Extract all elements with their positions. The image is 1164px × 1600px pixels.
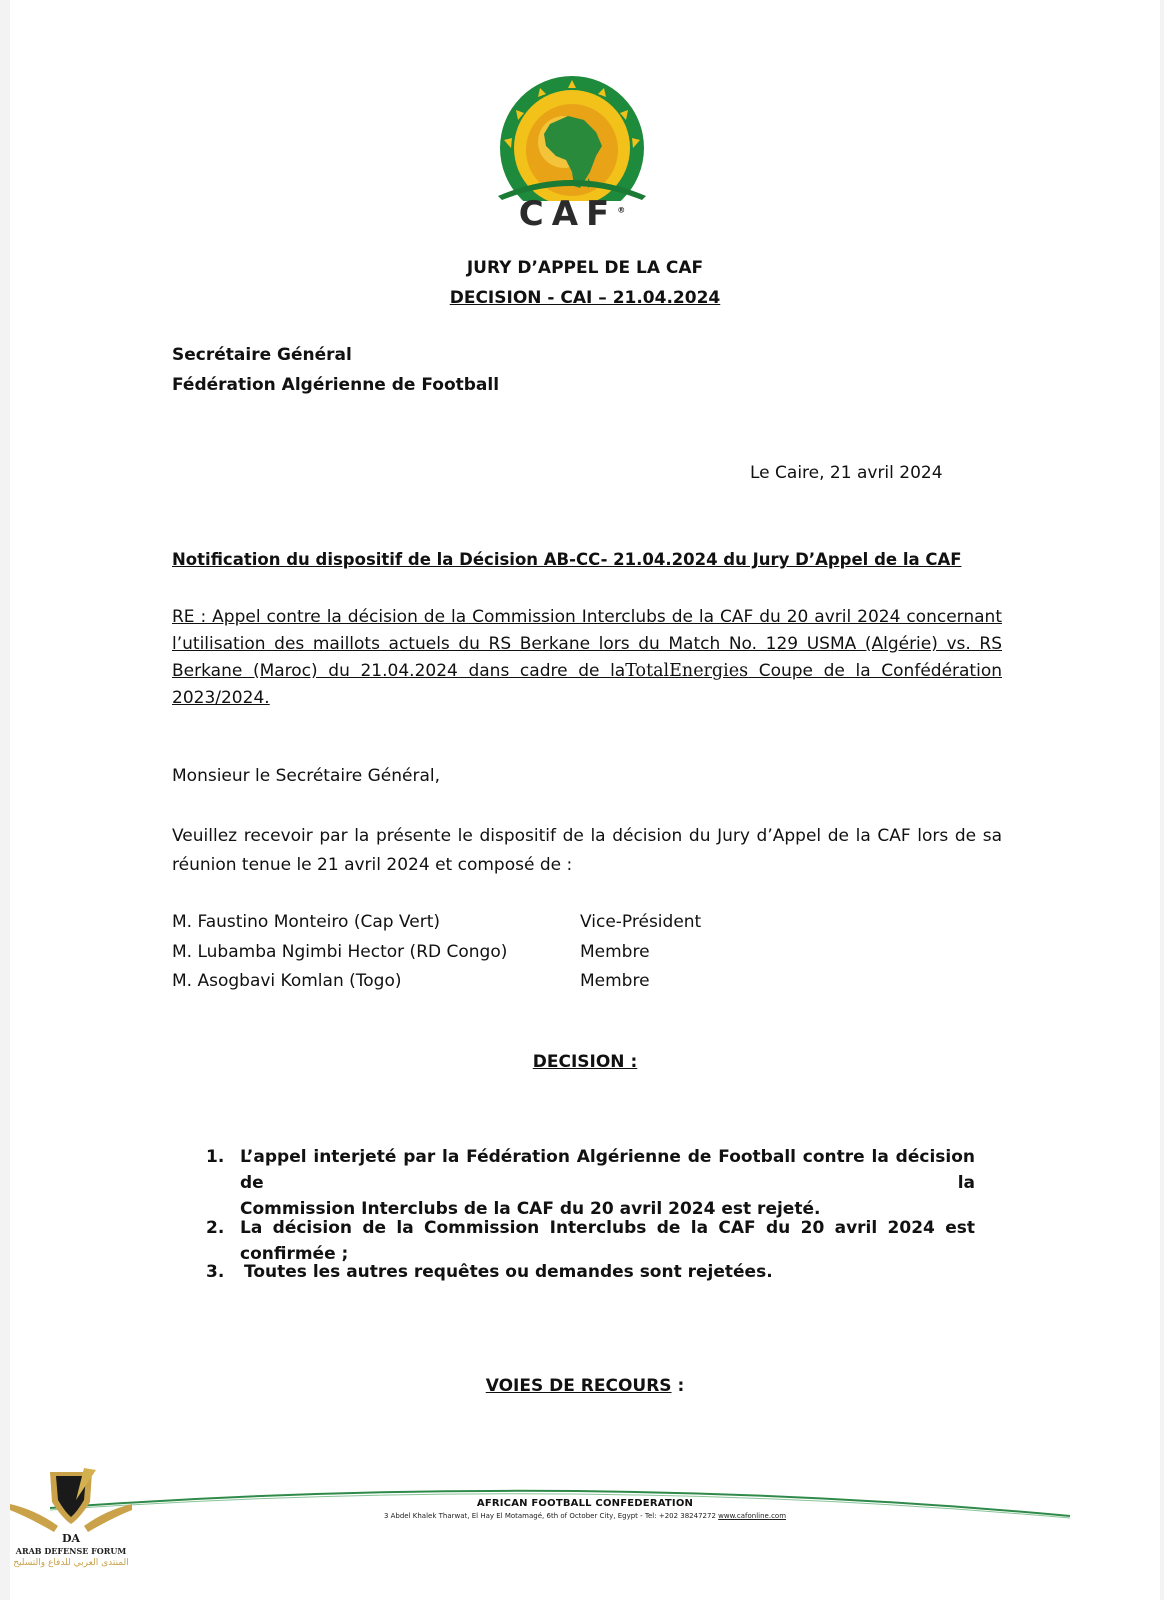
member-role: Vice-Président [580,912,702,932]
watermark-name: ARAB DEFENSE FORUM [15,1546,127,1556]
decision-item: Toutes les autres requêtes ou demandes sont rejetées. [244,1262,773,1282]
footer-address: 3 Abdel Khalek Tharwat, El Hay El Motamagé, 6th of October City, Egypt - Tel: +202 38247272 www.cafonline.com [383,1512,787,1520]
decision-number: 1. [206,1147,225,1167]
date-line: Le Caire, 21 avril 2024 [750,463,943,483]
member-name: M. Faustino Monteiro (Cap Vert) [172,912,440,932]
watermark-arabic: المنتدى العربي للدفاع والتسليح [13,1558,129,1568]
shield-emblem-icon [6,1466,136,1546]
member-role: Membre [580,971,650,991]
svg-text:DA: DA [61,1532,81,1545]
re-line: Berkane (Maroc) du 21.04.2024 dans cadre de laTotalEnergies Coupe de la Confédération [172,661,1002,681]
notification-title: Notification du dispositif de la Décision AB-CC- 21.04.2024 du Jury D’Appel de la CAF [172,550,962,569]
sponsor-name: TotalEnergies [625,661,749,681]
recours-heading: VOIES DE RECOURS : [485,1376,685,1396]
re-line: 2023/2024. [172,688,270,708]
caf-emblem-icon [492,76,652,201]
decision-number: 2. [206,1218,225,1238]
forum-watermark [6,1466,136,1596]
caf-logo [492,76,652,236]
jury-title: JURY D’APPEL DE LA CAF [466,258,704,278]
member-role: Membre [580,942,650,962]
member-name: M. Lubamba Ngimbi Hector (RD Congo) [172,942,508,962]
re-line: RE : Appel contre la décision de la Commission Interclubs de la CAF du 20 avril 2024 concernant [172,607,1002,627]
intro-paragraph: Veuillez recevoir par la présente le dispositif de la décision du Jury d’Appel de la CAF lors de sa réunion tenue le 21 avril 2024 et composé de : [172,826,1002,875]
decision-number: 3. [206,1262,225,1282]
re-subject [172,604,1002,712]
caf-wordmark: CAF® [518,194,626,234]
footer-organization: AFRICAN FOOTBALL CONFEDERATION [476,1498,694,1509]
decision-heading: DECISION : [532,1052,638,1072]
salutation: Monsieur le Secrétaire Général, [172,766,440,786]
recipient-title: Secrétaire Général [172,345,352,365]
decision-item: La décision de la Commission Interclubs de la CAF du 20 avril 2024 est confirmée ; [240,1218,975,1264]
member-name: M. Asogbavi Komlan (Togo) [172,971,402,991]
recipient-organization: Fédération Algérienne de Football [172,375,500,395]
document-page [10,0,1160,1600]
decision-item: L’appel interjeté par la Fédération Algérienne de Football contre la décision de la Commission Interclubs de la CAF du 20 avril 2024 est rejeté. [240,1147,975,1219]
decision-reference: DECISION - CAI – 21.04.2024 [449,288,721,308]
re-line: l’utilisation des maillots actuels du RS Berkane lors du Match No. 129 USMA (Algérie) vs. RS [172,634,1002,654]
website-link[interactable]: www.cafonline.com [718,1512,787,1520]
